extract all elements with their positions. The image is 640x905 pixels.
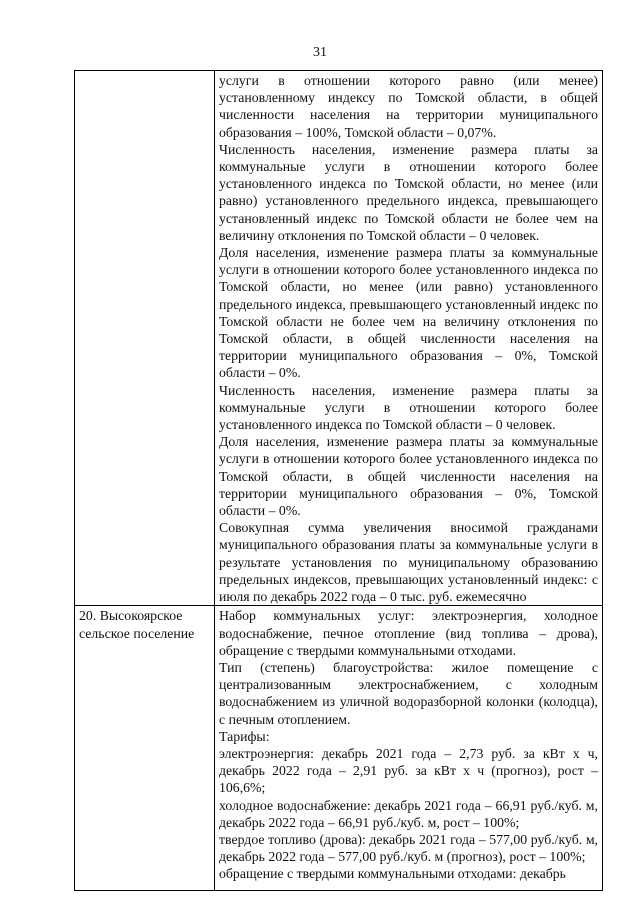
paragraph: обращение с твердыми коммунальными отходами: декабрь <box>219 866 566 882</box>
municipality-cell <box>75 71 215 606</box>
municipality-cell <box>75 606 215 891</box>
table-row <box>75 606 603 891</box>
page-number: 31 <box>313 45 327 60</box>
municipality-name: 20. Высокоярское сельское поселение <box>79 608 195 641</box>
paragraph: холодное водоснабжение: декабрь 2021 года – 66,91 руб./куб. м, декабрь 2022 года – 66,91 руб./куб. м, рост – 100%; <box>219 797 598 830</box>
paragraph: Тип (степень) благоустройства: жилое помещение с централизованным электроснабжением, с холодным водоснабжением из уличной водоразборной колонки (колодца), с печным отоплением. <box>219 659 598 727</box>
table-row <box>75 71 603 606</box>
paragraph: Численность населения, изменение размера платы за коммунальные услуги в отношении которого более установленного индекса по Томской области, но менее (или равно) установленного предельного индекса, превышающего установленный индекс по Томской области не более чем на величину отклонения по Томской области – 0 человек. <box>219 141 598 243</box>
paragraph: Численность населения, изменение размера платы за коммунальные услуги в отношении которого более установленного индекса по Томской области – 0 человек. <box>219 382 598 433</box>
description-cell <box>215 71 603 606</box>
paragraph: Доля населения, изменение размера платы за коммунальные услуги в отношении которого более установленного индекса по Томской области, но менее (или равно) установленного предельного индекса, превышающего установленный индекс по Томской области не более чем на величину отклонения по Томской области, в общей численности населения на территории муниципального образования – 0%, Томской области – 0%. <box>219 245 598 381</box>
paragraph: твердое топливо (дрова): декабрь 2021 года – 577,00 руб./куб. м, декабрь 2022 года – 577,00 руб./куб. м (прогноз), рост – 100%; <box>219 831 598 865</box>
paragraph: Набор коммунальных услуг: электроэнергия, холодное водоснабжение, печное отопление (вид топлива – дрова), обращение с твердыми коммунальными отходами. <box>219 608 598 658</box>
paragraph: услуги в отношении которого равно (или менее) установленному индексу по Томской области, в общей численности населения на территории муниципального образования – 100%, Томской области – 0,07%. <box>219 73 598 140</box>
paragraph: электроэнергия: декабрь 2021 года – 2,73 руб. за кВт х ч, декабрь 2022 года – 2,91 руб. за кВт х ч (прогноз), рост – 106,6%; <box>219 745 598 796</box>
description-cell <box>215 606 603 891</box>
paragraph: Доля населения, изменение размера платы за коммунальные услуги в отношении которого более установленного индекса по Томской области, в общей численности населения на территории муниципального образования – 0%, Томской области – 0%. <box>219 434 598 519</box>
paragraph: Совокупная сумма увеличения вносимой гражданами муниципального образования платы за коммунальные услуги в результате установления по муниципальному образованию предельных индексов, превышающих установленный индекс: с июля по декабрь 2022 года – 0 тыс. руб. ежемесячно <box>219 520 598 605</box>
paragraph: Тарифы: <box>219 728 270 744</box>
municipality-table <box>74 70 603 891</box>
